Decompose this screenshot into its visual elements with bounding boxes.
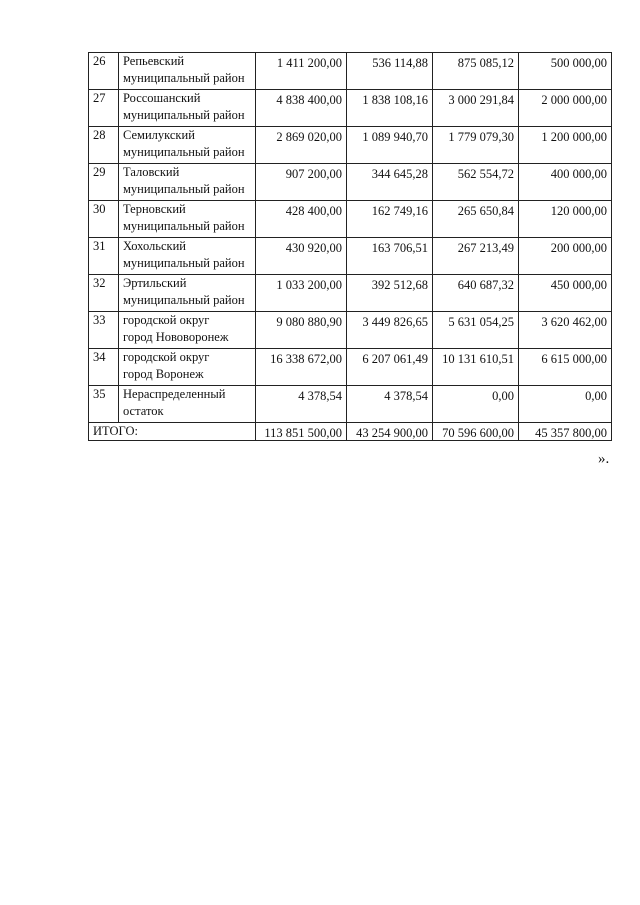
municipality-name: городской округ город Воронеж	[119, 349, 256, 386]
table-row	[89, 238, 612, 275]
value-cell-1: 1 411 200,00	[256, 53, 347, 90]
value-cell-2: 1 838 108,16	[347, 90, 433, 127]
value-cell-2: 1 089 940,70	[347, 127, 433, 164]
table-row	[89, 164, 612, 201]
value-cell-3: 875 085,12	[433, 53, 519, 90]
municipality-name: городской округ город Нововоронеж	[119, 312, 256, 349]
value-cell-2: 6 207 061,49	[347, 349, 433, 386]
value-cell-2: 3 449 826,65	[347, 312, 433, 349]
value-cell-3: 10 131 610,51	[433, 349, 519, 386]
value-cell-1: 4 838 400,00	[256, 90, 347, 127]
row-number: 29	[89, 164, 119, 201]
table-row	[89, 201, 612, 238]
total-value-2: 43 254 900,00	[347, 423, 433, 441]
total-row	[89, 423, 612, 441]
total-value-3: 70 596 600,00	[433, 423, 519, 441]
total-value-1: 113 851 500,00	[256, 423, 347, 441]
total-value-4: 45 357 800,00	[519, 423, 612, 441]
table-row	[89, 127, 612, 164]
value-cell-4: 2 000 000,00	[519, 90, 612, 127]
row-number: 32	[89, 275, 119, 312]
value-cell-1: 1 033 200,00	[256, 275, 347, 312]
value-cell-1: 4 378,54	[256, 386, 347, 423]
value-cell-4: 450 000,00	[519, 275, 612, 312]
value-cell-2: 4 378,54	[347, 386, 433, 423]
total-label: ИТОГО:	[89, 423, 256, 441]
value-cell-1: 430 920,00	[256, 238, 347, 275]
value-cell-3: 5 631 054,25	[433, 312, 519, 349]
value-cell-3: 562 554,72	[433, 164, 519, 201]
value-cell-3: 1 779 079,30	[433, 127, 519, 164]
value-cell-4: 3 620 462,00	[519, 312, 612, 349]
value-cell-4: 6 615 000,00	[519, 349, 612, 386]
row-number: 33	[89, 312, 119, 349]
value-cell-1: 907 200,00	[256, 164, 347, 201]
value-cell-3: 267 213,49	[433, 238, 519, 275]
value-cell-4: 500 000,00	[519, 53, 612, 90]
municipality-name: Россошанский муниципальный район	[119, 90, 256, 127]
table-row	[89, 275, 612, 312]
municipality-name: Хохольский муниципальный район	[119, 238, 256, 275]
row-number: 35	[89, 386, 119, 423]
value-cell-1: 16 338 672,00	[256, 349, 347, 386]
value-cell-1: 9 080 880,90	[256, 312, 347, 349]
municipality-name: Терновский муниципальный район	[119, 201, 256, 238]
table-row	[89, 90, 612, 127]
allocation-table	[88, 52, 612, 441]
table-row	[89, 53, 612, 90]
value-cell-4: 120 000,00	[519, 201, 612, 238]
municipality-name: Репьевский муниципальный район	[119, 53, 256, 90]
row-number: 34	[89, 349, 119, 386]
table-row	[89, 386, 612, 423]
value-cell-4: 200 000,00	[519, 238, 612, 275]
row-number: 27	[89, 90, 119, 127]
value-cell-3: 0,00	[433, 386, 519, 423]
value-cell-2: 344 645,28	[347, 164, 433, 201]
value-cell-2: 162 749,16	[347, 201, 433, 238]
municipality-name: Семилукский муниципальный район	[119, 127, 256, 164]
municipality-name: Эртильский муниципальный район	[119, 275, 256, 312]
closing-quote: ».	[598, 451, 610, 467]
table-row	[89, 349, 612, 386]
row-number: 28	[89, 127, 119, 164]
value-cell-4: 0,00	[519, 386, 612, 423]
value-cell-3: 640 687,32	[433, 275, 519, 312]
value-cell-1: 2 869 020,00	[256, 127, 347, 164]
table-row	[89, 312, 612, 349]
row-number: 31	[89, 238, 119, 275]
value-cell-2: 536 114,88	[347, 53, 433, 90]
value-cell-4: 1 200 000,00	[519, 127, 612, 164]
value-cell-3: 3 000 291,84	[433, 90, 519, 127]
value-cell-1: 428 400,00	[256, 201, 347, 238]
value-cell-4: 400 000,00	[519, 164, 612, 201]
municipality-name: Таловский муниципальный район	[119, 164, 256, 201]
value-cell-2: 163 706,51	[347, 238, 433, 275]
row-number: 30	[89, 201, 119, 238]
value-cell-2: 392 512,68	[347, 275, 433, 312]
value-cell-3: 265 650,84	[433, 201, 519, 238]
municipality-name: Нераспределенный остаток	[119, 386, 256, 423]
row-number: 26	[89, 53, 119, 90]
